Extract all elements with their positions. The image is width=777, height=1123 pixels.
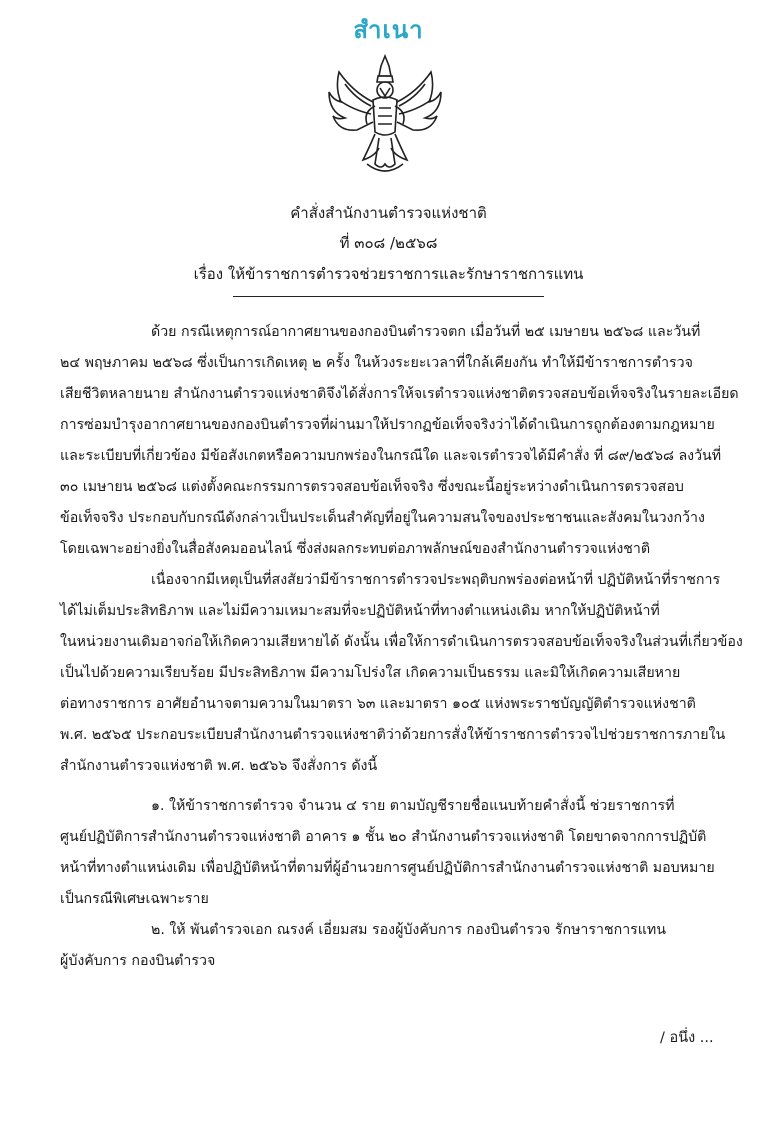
body-line: เสียชีวิตหลายนาย สำนักงานตำรวจแห่งชาติจึงได้สั่งการให้จเรตำรวจแห่งชาติตรวจสอบข้อเท็จจริงในรายละเอียด: [60, 386, 739, 402]
body-line: และระเบียบที่เกี่ยวข้อง มีข้อสังเกตหรือความบกพร่องในกรณีใด และจเรตำรวจได้มีคำสั่ง ที่ ๘๙/๒๕๖๘ ลงวันที่: [60, 448, 722, 464]
continuation-marker: / อนึ่ง ...: [660, 1030, 714, 1046]
body-line: เป็นไปด้วยความเรียบร้อย มีประสิทธิภาพ มีความโปร่งใส เกิดความเป็นธรรม และมิให้เกิดความเสียหาย: [60, 665, 681, 681]
body-line: ๒. ให้ พันตำรวจเอก ณรงค์ เอี่ยมสม รองผู้บังคับการ กองบินตำรวจ รักษาราชการแทน: [151, 922, 666, 938]
body-line: ๒๔ พฤษภาคม ๒๕๖๘ ซึ่งเป็นการเกิดเหตุ ๒ ครั้ง ในห้วงระยะเวลาที่ใกล้เคียงกัน ทำให้มีข้าราชการตำรวจ: [60, 355, 693, 371]
body-line: ๑. ให้ข้าราชการตำรวจ จำนวน ๔ ราย ตามบัญชีรายชื่อแนบท้ายคำสั่งนี้ ช่วยราชการที่: [151, 798, 675, 814]
body-line: ต่อทางราชการ อาศัยอำนาจตามความในมาตรา ๖๓ และมาตรา ๑๐๕ แห่งพระราชบัญญัติตำรวจแห่งชาติ: [60, 696, 696, 712]
body-line: ๓๐ เมษายน ๒๕๖๘ แต่งตั้งคณะกรรมการตรวจสอบข้อเท็จจริง ซึ่งขณะนี้อยู่ระหว่างดำเนินการตรวจสอบ: [60, 479, 684, 495]
body-line: สำนักงานตำรวจแห่งชาติ พ.ศ. ๒๕๖๖ จึงสั่งการ ดังนี้: [60, 758, 378, 774]
order-title: คำสั่งสำนักงานตำรวจแห่งชาติ: [290, 204, 487, 222]
body-line: โดยเฉพาะอย่างยิ่งในสื่อสังคมออนไลน์ ซึ่งส่งผลกระทบต่อภาพลักษณ์ของสำนักงานตำรวจแห่งชาติ: [60, 541, 651, 557]
copy-stamp: สำเนา: [353, 16, 424, 44]
body-line: เนื่องจากมีเหตุเป็นที่สงสัยว่ามีข้าราชการตำรวจประพฤติบกพร่องต่อหน้าที่ ปฏิบัติหน้าที่ราชการ: [151, 572, 721, 588]
body-line: ได้ไม่เต็มประสิทธิภาพ และไม่มีความเหมาะสมที่จะปฏิบัติหน้าที่ทางตำแหน่งเดิม หากให้ปฏิบัติหน้าที่: [60, 603, 660, 619]
body-line: ศูนย์ปฏิบัติการสำนักงานตำรวจแห่งชาติ อาคาร ๑ ชั้น ๒๐ สำนักงานตำรวจแห่งชาติ โดยขาดจากการปฏิบัติ: [60, 829, 707, 845]
body-line: ผู้บังคับการ กองบินตำรวจ: [60, 953, 216, 969]
garuda-emblem-icon: [323, 52, 447, 180]
order-number: ที่ ๓๐๘ /๒๕๖๘: [339, 234, 438, 252]
divider: [233, 296, 544, 297]
body-line: ข้อเท็จจริง ประกอบกับกรณีดังกล่าวเป็นประเด็นสำคัญที่อยู่ในความสนใจของประชาชนและสังคมในวงกว้าง: [60, 510, 705, 526]
body-line: หน้าที่ทางตำแหน่งเดิม เพื่อปฏิบัติหน้าที่ตามที่ผู้อำนวยการศูนย์ปฏิบัติการสำนักงานตำรวจแห่งชาติ มอบหมาย: [60, 860, 715, 876]
body-line: พ.ศ. ๒๕๖๕ ประกอบระเบียบสำนักงานตำรวจแห่งชาติว่าด้วยการสั่งให้ข้าราชการตำรวจไปช่วยราชการภายใน: [60, 727, 726, 743]
body-line: ด้วย กรณีเหตุการณ์อากาศยานของกองบินตำรวจตก เมื่อวันที่ ๒๕ เมษายน ๒๕๖๘ และวันที่: [151, 324, 701, 340]
order-subject: เรื่อง ให้ข้าราชการตำรวจช่วยราชการและรักษาราชการแทน: [193, 265, 584, 283]
body-line: ในหน่วยงานเดิมอาจก่อให้เกิดความเสียหายได้ ดังนั้น เพื่อให้การดำเนินการตรวจสอบข้อเท็จจริงในส่วนที่เกี่ยวข้อง: [60, 634, 743, 650]
body-line: การซ่อมบำรุงอากาศยานของกองบินตำรวจที่ผ่านมาให้ปรากฏข้อเท็จจริงว่าได้ดำเนินการถูกต้องตามกฎหมาย: [60, 417, 715, 433]
body-line: เป็นกรณีพิเศษเฉพาะราย: [60, 891, 209, 907]
